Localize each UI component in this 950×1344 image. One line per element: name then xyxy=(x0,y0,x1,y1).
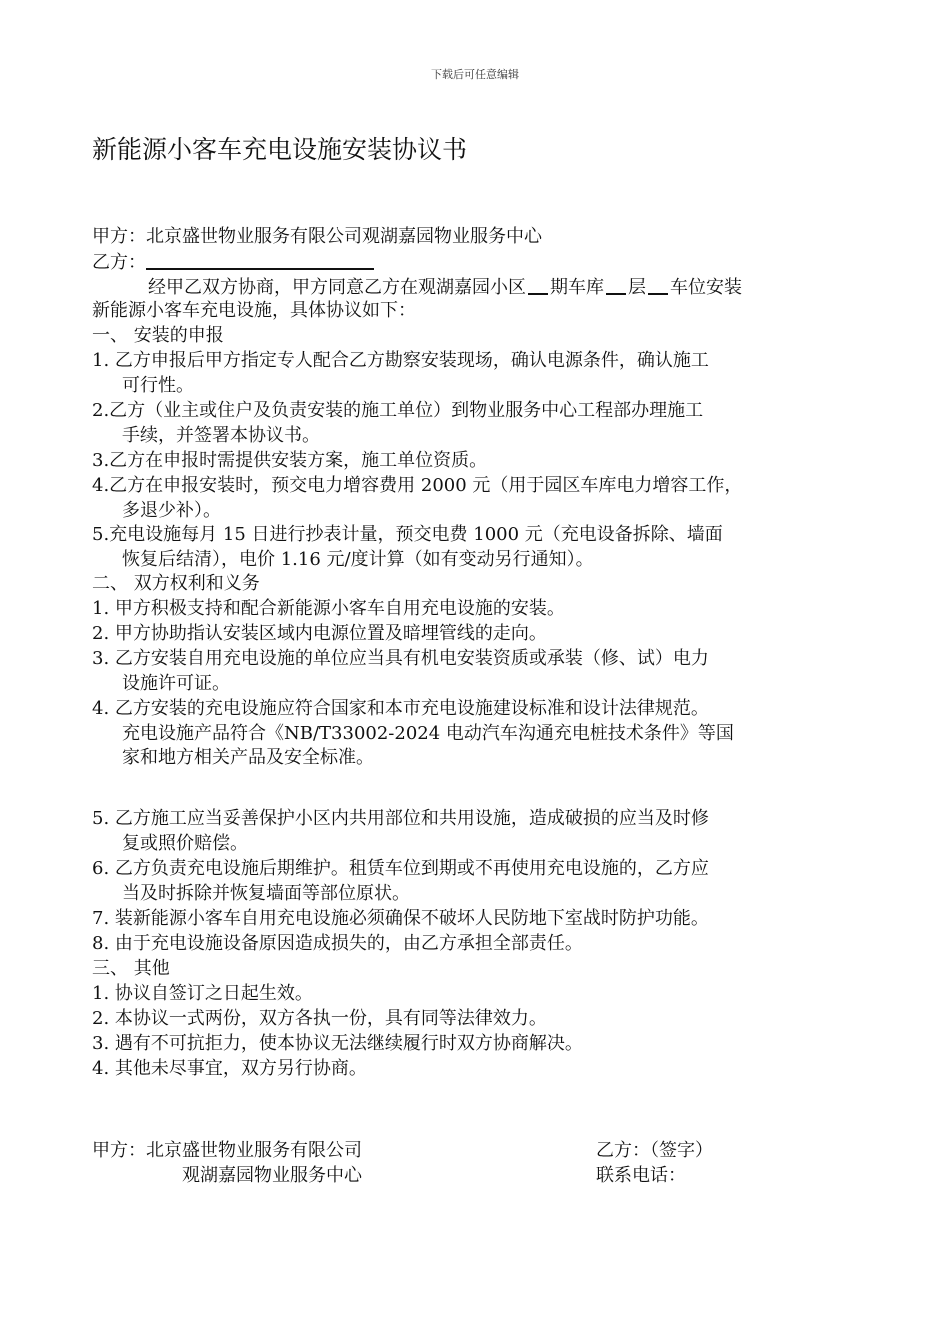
signature-party-b-1: 乙方：（签字） xyxy=(596,1140,713,1161)
clause-item: 5.充电设施每月 15 日进行抄表计量，预交电费 1000 元（充电设备拆除、墙面 xyxy=(92,524,723,545)
clause-item: 4. 乙方安装的充电设施应符合国家和本市充电设施建设标准和设计法律规范。 xyxy=(92,698,709,719)
clause-item-continuation: 可行性。 xyxy=(122,374,194,396)
signature-party-b-2: 联系电话： xyxy=(596,1165,686,1186)
clause-item-continuation: 当及时拆除并恢复墙面等部位原状。 xyxy=(122,882,410,904)
clause-item: 4.乙方在申报安装时，预交电力增容费用 2000 元（用于园区车库电力增容工作， xyxy=(92,475,743,496)
floor-blank xyxy=(606,275,626,295)
clause-item: 7. 装新能源小客车自用充电设施必须确保不破坏人民防地下室战时防护功能。 xyxy=(92,908,709,929)
clause-item: 6. 乙方负责充电设施后期维护。租赁车位到期或不再使用充电设施的，乙方应 xyxy=(92,858,709,879)
intro-text-1: 经甲乙双方协商，甲方同意乙方在观湖嘉园小区 xyxy=(148,277,526,298)
clause-item: 3. 遇有不可抗拒力，使本协议无法继续履行时双方协商解决。 xyxy=(92,1033,583,1054)
clause-item-continuation: 家和地方相关产品及安全标准。 xyxy=(122,747,374,768)
intro-text-3: 层 xyxy=(628,277,646,298)
clause-item-continuation: 设施许可证。 xyxy=(122,672,230,694)
section-heading: 三、 其他 xyxy=(92,958,170,979)
clause-item-continuation: 充电设施产品符合《NB/T33002-2024 电动汽车沟通充电桩技术条件》等国 xyxy=(122,722,734,744)
party-a-line: 甲方：北京盛世物业服务有限公司观湖嘉园物业服务中心 xyxy=(92,226,542,247)
clause-item: 2. 甲方协助指认安装区域内电源位置及暗埋管线的走向。 xyxy=(92,623,547,644)
party-b-name-blank xyxy=(146,250,374,270)
clause-item: 2. 本协议一式两份，双方各执一份，具有同等法律效力。 xyxy=(92,1008,547,1029)
phase-blank xyxy=(528,275,548,295)
section-heading: 二、 双方权利和义务 xyxy=(92,573,260,594)
section-heading: 一、 安装的申报 xyxy=(92,325,224,346)
intro-text-2: 期车库 xyxy=(550,277,604,298)
header-note: 下载后可任意编辑 xyxy=(431,68,519,81)
clause-item: 1. 乙方申报后甲方指定专人配合乙方勘察安装现场，确认电源条件，确认施工 xyxy=(92,350,709,371)
clause-item-continuation: 复或照价赔偿。 xyxy=(122,832,248,854)
clause-item: 2.乙方（业主或住户及负责安装的施工单位）到物业服务中心工程部办理施工 xyxy=(92,400,704,421)
clause-item-continuation: 多退少补）。 xyxy=(122,499,221,521)
party-b-line xyxy=(92,250,374,275)
signature-party-a-2: 观湖嘉园物业服务中心 xyxy=(182,1165,362,1186)
party-b-label: 乙方： xyxy=(92,252,146,273)
document-title: 新能源小客车充电设施安装协议书 xyxy=(92,135,468,164)
intro-text-4: 车位安装 xyxy=(670,277,742,298)
clause-item: 5. 乙方施工应当妥善保护小区内共用部位和共用设施，造成破损的应当及时修 xyxy=(92,808,709,829)
intro-line-2: 新能源小客车充电设施，具体协议如下： xyxy=(92,300,416,321)
clause-item: 4. 其他未尽事宜，双方另行协商。 xyxy=(92,1058,367,1079)
clause-item-continuation: 手续，并签署本协议书。 xyxy=(122,424,320,446)
signature-party-a-1: 甲方：北京盛世物业服务有限公司 xyxy=(92,1140,362,1161)
clause-item: 1. 协议自签订之日起生效。 xyxy=(92,983,313,1004)
clause-item: 1. 甲方积极支持和配合新能源小客车自用充电设施的安装。 xyxy=(92,598,565,619)
intro-line-1 xyxy=(148,275,742,300)
space-blank xyxy=(648,275,668,295)
clause-item: 3. 乙方安装自用充电设施的单位应当具有机电安装资质或承装（修、试）电力 xyxy=(92,648,709,669)
clause-item: 3.乙方在申报时需提供安装方案，施工单位资质。 xyxy=(92,450,488,471)
clause-item: 8. 由于充电设施设备原因造成损失的，由乙方承担全部责任。 xyxy=(92,933,583,954)
clause-item-continuation: 恢复后结清），电价 1.16 元/度计算（如有变动另行通知）。 xyxy=(122,548,594,570)
